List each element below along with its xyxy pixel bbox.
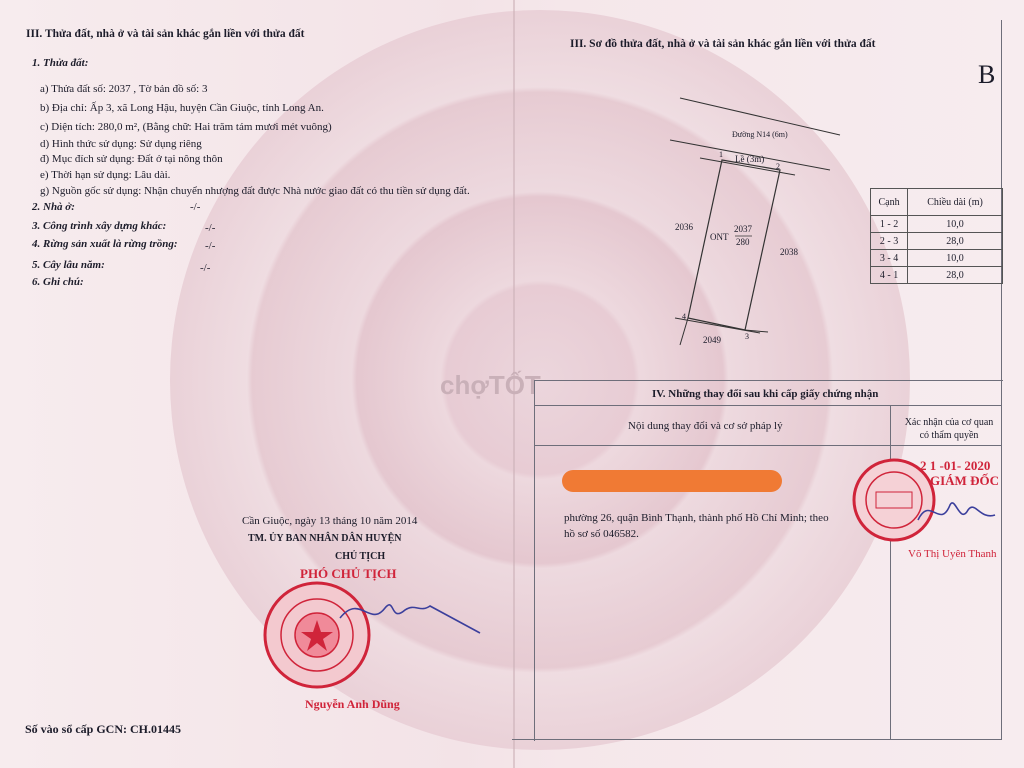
chairman-label: CHỦ TỊCH (335, 551, 386, 562)
parcel-area: 280 (736, 237, 750, 247)
boundary-left-ext (680, 318, 688, 345)
other-works-dash: -/- (205, 222, 216, 234)
edge-cell: 3 - 4 (871, 250, 908, 267)
neighbor-left: 2036 (675, 222, 693, 232)
usage-form-line: d) Hình thức sử dụng: Sử dụng riêng (40, 138, 202, 150)
edge-length-table (870, 188, 1003, 284)
other-works-heading: 3. Công trình xây dựng khác: (32, 220, 167, 232)
length-cell: 28,0 (908, 267, 1003, 284)
left-section-title: III. Thửa đất, nhà ở và tài sản khác gắn liền với thửa đất (26, 28, 305, 40)
perennial-heading: 5. Cây lâu năm: (32, 259, 105, 271)
left-signer-name: Nguyễn Anh Dũng (305, 697, 400, 711)
changes-confirm-header: Xác nhận của cơ quan có thẩm quyền (904, 417, 994, 441)
origin-line: g) Nguồn gốc sử dụng: Nhận chuyển nhượng đất được Nhà nước giao đất có thu tiền sử dụng đất. (40, 185, 470, 197)
committee-label: TM. ỦY BAN NHÂN DÂN HUYỆN (248, 533, 402, 544)
right-section-title: III. Sơ đồ thửa đất, nhà ở và tài sản khác gắn liền với thửa đất (570, 38, 876, 50)
right-signature (910, 490, 1000, 540)
table-row (871, 233, 1003, 250)
vertex-2: 2 (776, 162, 780, 171)
changes-vertical-divider (890, 405, 891, 740)
changes-content-header: Nội dung thay đổi và cơ sở pháp lý (628, 420, 783, 432)
sidewalk-label: Lề (3m) (735, 154, 765, 164)
vertex-3: 3 (745, 332, 749, 341)
length-cell: 28,0 (908, 233, 1003, 250)
director-title: GIÁM ĐỐC (930, 473, 999, 488)
area-line: c) Diện tích: 280,0 m², (Bằng chữ: Hai trăm tám mươi mét vuông) (40, 121, 332, 133)
parcel-number-line: a) Thửa đất số: 2037 , Tờ bản đồ số: 3 (40, 83, 208, 95)
change-line-3: phường 26, quận Bình Thạnh, thành phố Hồ Chí Minh; theo (564, 512, 829, 524)
parcel-outline (688, 160, 780, 330)
parcel-number: 2037 (734, 224, 752, 234)
forest-dash: -/- (205, 240, 216, 252)
length-cell: 10,0 (908, 250, 1003, 267)
certificate-number: Số vào sổ cấp GCN: CH.01445 (25, 722, 182, 736)
neighbor-bottom: 2049 (703, 335, 721, 345)
vertex-1: 1 (719, 150, 723, 159)
edge-header: Cạnh (871, 189, 908, 216)
edge-cell: 2 - 3 (871, 233, 908, 250)
vertex-4: 4 (682, 312, 686, 321)
changes-header-divider (534, 405, 1002, 406)
confirm-date: 2 1 -01- 2020 (920, 458, 991, 473)
vice-chairman-label: PHÓ CHỦ TỊCH (300, 566, 397, 581)
usage-term-line: e) Thời hạn sử dụng: Lâu dài. (40, 169, 171, 181)
house-heading: 2. Nhà ở: (32, 201, 75, 213)
issue-date-line: Cần Giuộc, ngày 13 tháng 10 năm 2014 (242, 515, 418, 527)
parcel-heading: 1. Thửa đất: (32, 57, 89, 69)
watermark-logo: chợTỐT (440, 370, 541, 400)
page-letter: B (978, 60, 996, 89)
changes-title: IV. Những thay đổi sau khi cấp giấy chứng nhận (652, 388, 879, 400)
director-name: Võ Thị Uyên Thanh (908, 548, 997, 560)
address-line: b) Địa chỉ: Ấp 3, xã Long Hậu, huyện Cần Giuộc, tỉnh Long An. (40, 102, 324, 114)
length-cell: 10,0 (908, 216, 1003, 233)
edge-cell: 1 - 2 (871, 216, 908, 233)
notes-heading: 6. Ghi chú: (32, 276, 84, 288)
usage-purpose-line: đ) Mục đích sử dụng: Đất ở tại nông thôn (40, 153, 223, 165)
house-dash: -/- (190, 201, 201, 213)
table-row (871, 267, 1003, 284)
road-label: Đường N14 (6m) (732, 130, 788, 139)
changes-column-divider (534, 445, 1002, 446)
table-row (871, 250, 1003, 267)
edge-cell: 4 - 1 (871, 267, 908, 284)
change-line-4: hồ sơ số 046582. (564, 528, 639, 540)
neighbor-right: 2038 (780, 247, 798, 257)
forest-heading: 4. Rừng sản xuất là rừng trồng: (32, 238, 178, 250)
length-header: Chiều dài (m) (908, 189, 1003, 216)
parcel-use-code: ONT (710, 232, 729, 242)
perennial-dash: -/- (200, 262, 211, 274)
redaction-mark (562, 470, 782, 492)
table-row (871, 216, 1003, 233)
